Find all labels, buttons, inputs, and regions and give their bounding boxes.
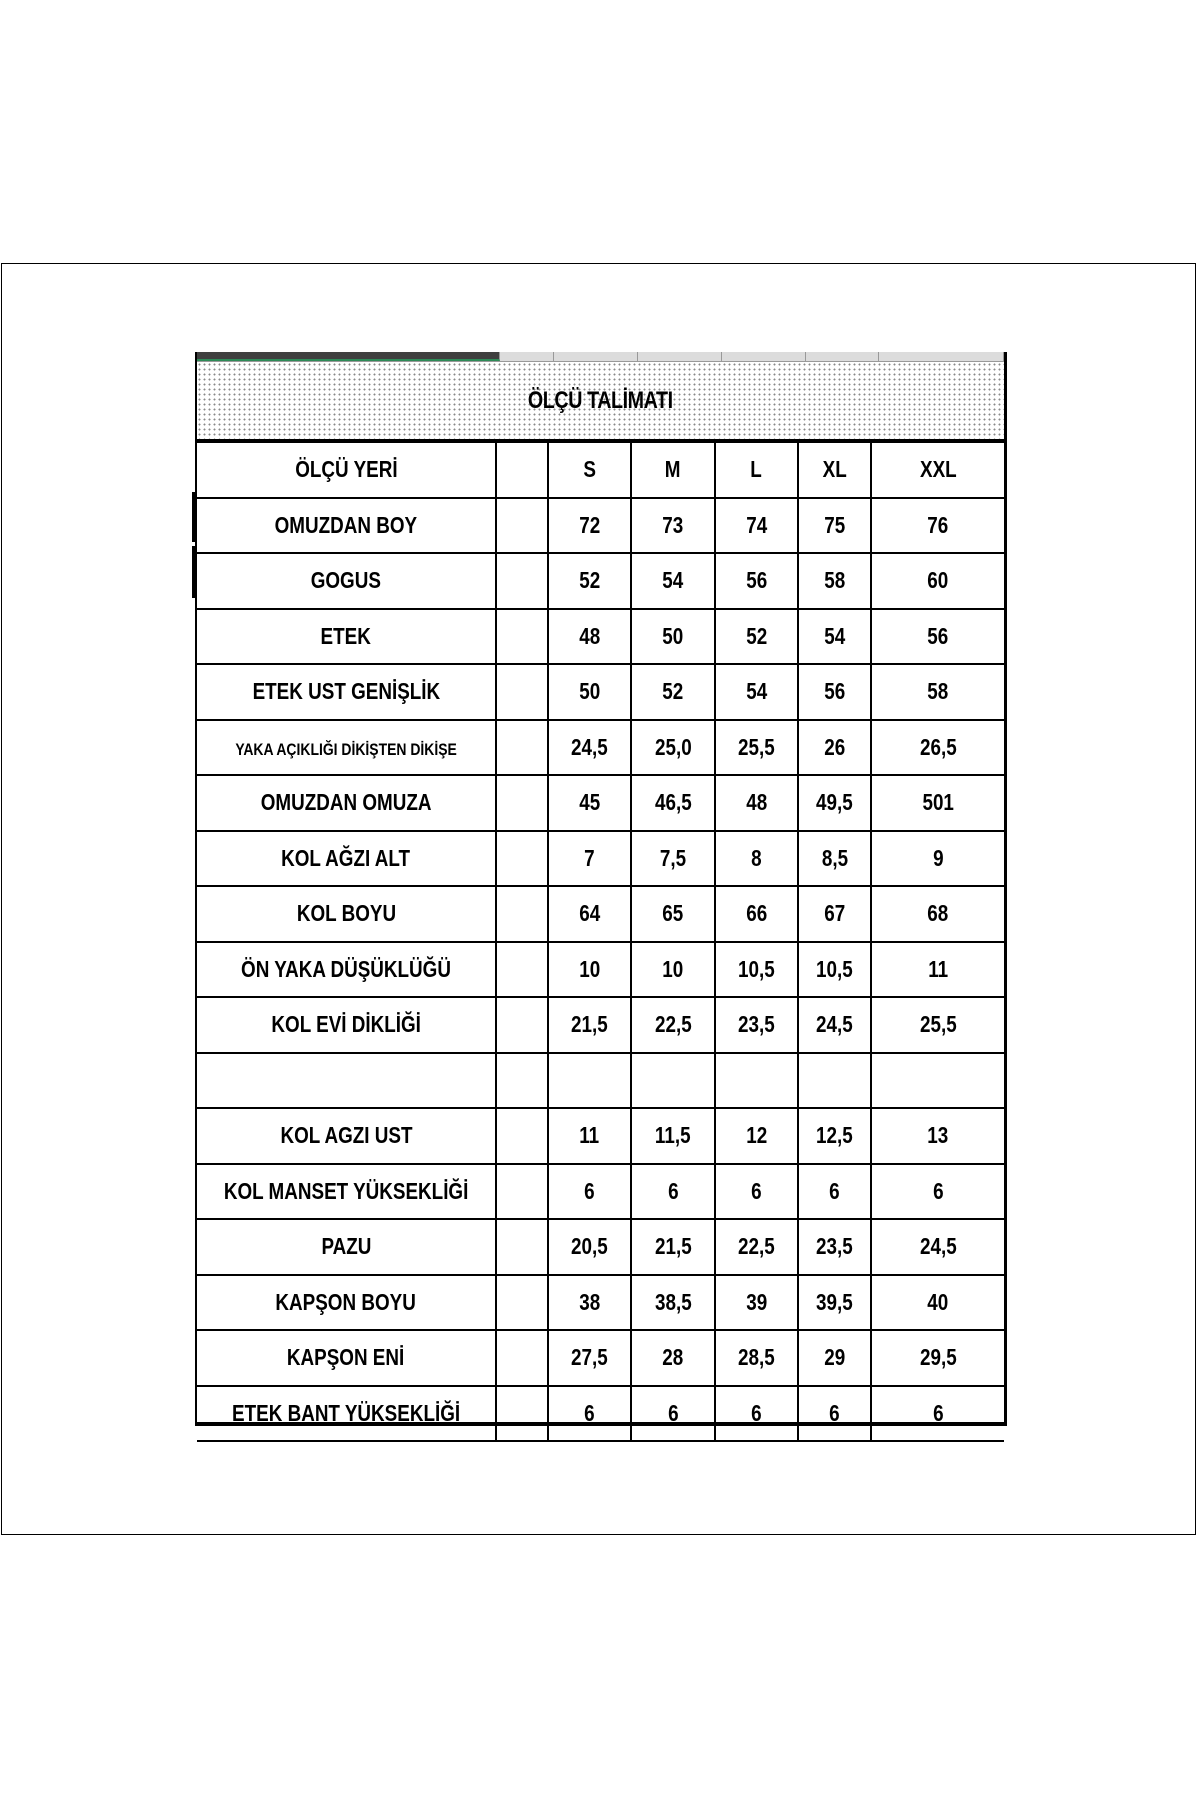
measurement-value: 26,5: [919, 733, 957, 760]
size-chart-sheet: [195, 352, 1007, 1426]
measurement-value: 6: [829, 1399, 840, 1426]
measurement-value: 6: [667, 1399, 679, 1426]
measurement-value: 76: [927, 511, 949, 538]
measurement-value: 27,5: [571, 1344, 608, 1371]
value-cell: [548, 1330, 631, 1386]
measurement-label-cell: [197, 997, 496, 1053]
header-size-l: [715, 442, 798, 498]
measurement-value: 50: [579, 678, 600, 705]
size-label: M: [665, 456, 681, 483]
table-row: [197, 1386, 1004, 1442]
header-size-m: [631, 442, 715, 498]
measurement-value: 40: [927, 1288, 949, 1315]
measurement-value: 25,5: [738, 733, 775, 760]
measurement-label-cell: [197, 886, 496, 942]
measurement-value: 6: [667, 1177, 679, 1204]
measurement-value: 25,0: [654, 733, 692, 760]
value-cell: [871, 498, 1004, 554]
blank-cell: [496, 720, 548, 776]
value-cell: [631, 1275, 715, 1331]
spreadsheet-column-header-bar: [197, 352, 1004, 362]
measurement-value: 22,5: [738, 1233, 775, 1260]
value-cell: [631, 553, 715, 609]
measurement-value: 56: [746, 567, 767, 594]
value-cell: [548, 609, 631, 665]
value-cell: [715, 942, 798, 998]
table-row: [197, 553, 1004, 609]
column-header-segment: [197, 352, 500, 361]
measurement-value: 28,5: [738, 1344, 775, 1371]
value-cell: [548, 942, 631, 998]
measurement-label-cell: [197, 1164, 496, 1220]
value-cell: [631, 720, 715, 776]
measurement-value: 48: [746, 789, 767, 816]
value-cell: [548, 664, 631, 720]
measurement-value: 6: [751, 1399, 762, 1426]
measurement-value: 11: [579, 1122, 600, 1149]
blank-cell: [496, 609, 548, 665]
measurement-value: 38: [579, 1288, 600, 1315]
measurement-label-cell: [197, 498, 496, 554]
measurement-value: 8,5: [821, 844, 848, 871]
value-cell: [798, 1386, 871, 1442]
value-cell: [715, 886, 798, 942]
measurement-value: 8: [751, 844, 762, 871]
value-cell: [548, 775, 631, 831]
measurement-label-cell: [197, 553, 496, 609]
measurement-value: 25,5: [919, 1011, 957, 1038]
blank-cell: [496, 1386, 548, 1442]
measurement-value: 10: [579, 955, 600, 982]
value-cell: [715, 664, 798, 720]
measurement-value: 56: [927, 622, 949, 649]
value-cell: [548, 498, 631, 554]
header-size-s: [548, 442, 631, 498]
measurement-label-cell: [197, 1386, 496, 1442]
measurement-value: 28: [662, 1344, 684, 1371]
value-cell: [631, 1164, 715, 1220]
measurement-value: 23,5: [816, 1233, 853, 1260]
measurement-value: 10,5: [816, 955, 853, 982]
measurement-value: 52: [746, 622, 767, 649]
measurement-label-cell: [197, 775, 496, 831]
measurement-label: ETEK UST GENİŞLİK: [252, 678, 440, 705]
value-cell: [715, 1275, 798, 1331]
size-table: [197, 441, 1004, 1442]
column-header-segment: [722, 352, 806, 361]
measurement-value: 58: [824, 567, 845, 594]
size-label: L: [750, 456, 763, 483]
value-cell: [548, 1053, 631, 1109]
table-row: [197, 1108, 1004, 1164]
measurement-value: 75: [824, 511, 845, 538]
value-cell: [871, 609, 1004, 665]
measurement-value: 10: [662, 955, 684, 982]
value-cell: [871, 942, 1004, 998]
measurement-value: 48: [579, 622, 600, 649]
value-cell: [715, 1330, 798, 1386]
column-header-segment: [806, 352, 879, 361]
value-cell: [715, 775, 798, 831]
value-cell: [871, 831, 1004, 887]
blank-cell: [496, 1108, 548, 1164]
value-cell: [715, 1164, 798, 1220]
value-cell: [715, 498, 798, 554]
column-header-segment: [500, 352, 554, 361]
measurement-value: 65: [662, 900, 684, 927]
header-blank-cell: [496, 442, 548, 498]
header-row: [197, 442, 1004, 498]
measurement-value: 50: [662, 622, 684, 649]
measurement-value: 74: [746, 511, 767, 538]
blank-cell: [496, 1053, 548, 1109]
blank-cell: [496, 775, 548, 831]
measurement-label: OMUZDAN OMUZA: [260, 789, 432, 816]
measurement-label: GOGUS: [310, 567, 382, 594]
value-cell: [798, 1108, 871, 1164]
value-cell: [798, 997, 871, 1053]
measurement-label: ÖN YAKA DÜŞÜKLÜĞÜ: [241, 955, 451, 982]
measurement-value: 54: [746, 678, 767, 705]
measurement-label: KAPŞON ENİ: [287, 1344, 405, 1371]
blank-cell: [496, 886, 548, 942]
blank-cell: [496, 553, 548, 609]
measurement-value: 12,5: [816, 1122, 853, 1149]
blank-cell: [496, 498, 548, 554]
header-label: ÖLÇÜ YERİ: [294, 456, 398, 483]
value-cell: [871, 997, 1004, 1053]
column-header-segment: [638, 352, 722, 361]
value-cell: [871, 886, 1004, 942]
measurement-value: 39: [746, 1288, 767, 1315]
measurement-value: 12: [746, 1122, 767, 1149]
table-row: [197, 720, 1004, 776]
measurement-label-cell: [197, 1275, 496, 1331]
value-cell: [871, 1275, 1004, 1331]
table-row: [197, 1330, 1004, 1386]
measurement-label: KOL MANSET YÜKSEKLİĞİ: [223, 1177, 469, 1204]
value-cell: [715, 1386, 798, 1442]
measurement-value: 7,5: [659, 844, 687, 871]
blank-cell: [496, 1164, 548, 1220]
value-cell: [548, 1275, 631, 1331]
measurement-value: 56: [824, 678, 845, 705]
blank-cell: [496, 1275, 548, 1331]
value-cell: [871, 720, 1004, 776]
measurement-label-cell: [197, 831, 496, 887]
value-cell: [715, 553, 798, 609]
measurement-value: 7: [584, 844, 595, 871]
measurement-value: 10,5: [738, 955, 775, 982]
header-size-xl: [798, 442, 871, 498]
measurement-value: 54: [824, 622, 845, 649]
measurement-label-cell: [197, 609, 496, 665]
value-cell: [631, 1386, 715, 1442]
measurement-value: 49,5: [816, 789, 853, 816]
value-cell: [548, 997, 631, 1053]
value-cell: [715, 609, 798, 665]
column-header-segment: [879, 352, 1004, 361]
table-row: [197, 831, 1004, 887]
measurement-label: ETEK BANT YÜKSEKLİĞİ: [231, 1399, 461, 1426]
measurement-label-cell: [197, 1330, 496, 1386]
measurement-value: 21,5: [571, 1011, 608, 1038]
value-cell: [548, 1164, 631, 1220]
value-cell: [548, 720, 631, 776]
measurement-label-cell: [197, 942, 496, 998]
measurement-label: KAPŞON BOYU: [275, 1288, 417, 1315]
size-label: XXL: [919, 456, 957, 483]
measurement-value: 13: [927, 1122, 949, 1149]
column-header-segment: [554, 352, 638, 361]
table-row: [197, 1053, 1004, 1109]
value-cell: [548, 1386, 631, 1442]
row-marker: [192, 492, 196, 542]
measurement-label: YAKA AÇIKLIĞI DİKİŞTEN DİKİŞE: [235, 739, 457, 759]
value-cell: [798, 609, 871, 665]
table-row: [197, 942, 1004, 998]
blank-cell: [496, 1219, 548, 1275]
value-cell: [798, 1164, 871, 1220]
header-label-cell: [197, 442, 496, 498]
measurement-label: KOL AĞZI ALT: [281, 844, 411, 871]
table-row: [197, 997, 1004, 1053]
measurement-label: PAZU: [321, 1233, 371, 1260]
value-cell: [798, 720, 871, 776]
measurement-value: 6: [932, 1399, 944, 1426]
value-cell: [631, 831, 715, 887]
measurement-label: ETEK: [320, 622, 372, 649]
value-cell: [871, 775, 1004, 831]
measurement-label-cell: [197, 720, 496, 776]
value-cell: [798, 942, 871, 998]
measurement-label: KOL AGZI UST: [279, 1122, 413, 1149]
size-label: S: [583, 456, 596, 483]
measurement-value: 23,5: [738, 1011, 775, 1038]
measurement-value: 39,5: [816, 1288, 853, 1315]
table-row: [197, 664, 1004, 720]
value-cell: [715, 997, 798, 1053]
value-cell: [798, 1330, 871, 1386]
measurement-value: 29,5: [919, 1344, 957, 1371]
blank-cell: [496, 831, 548, 887]
value-cell: [715, 720, 798, 776]
blank-cell: [496, 997, 548, 1053]
measurement-label-cell: [197, 1219, 496, 1275]
value-cell: [548, 886, 631, 942]
measurement-value: 11,5: [655, 1122, 691, 1149]
value-cell: [631, 997, 715, 1053]
value-cell: [798, 775, 871, 831]
measurement-value: 64: [579, 900, 600, 927]
value-cell: [631, 1108, 715, 1164]
measurement-value: 52: [579, 567, 600, 594]
value-cell: [871, 1108, 1004, 1164]
measurement-value: 22,5: [654, 1011, 692, 1038]
value-cell: [871, 1330, 1004, 1386]
table-row: [197, 1219, 1004, 1275]
value-cell: [715, 831, 798, 887]
value-cell: [871, 664, 1004, 720]
blank-cell: [496, 1330, 548, 1386]
measurement-value: 6: [932, 1177, 944, 1204]
value-cell: [631, 886, 715, 942]
value-cell: [715, 1219, 798, 1275]
value-cell: [631, 1330, 715, 1386]
row-marker: [192, 546, 196, 598]
measurement-value: 67: [824, 900, 845, 927]
value-cell: [798, 553, 871, 609]
value-cell: [871, 1053, 1004, 1109]
measurement-value: 73: [662, 511, 684, 538]
value-cell: [715, 1053, 798, 1109]
value-cell: [548, 553, 631, 609]
measurement-value: 68: [927, 900, 949, 927]
value-cell: [798, 664, 871, 720]
measurement-label-cell: [197, 664, 496, 720]
value-cell: [548, 831, 631, 887]
measurement-label-cell: [197, 1053, 496, 1109]
blank-cell: [496, 664, 548, 720]
value-cell: [798, 886, 871, 942]
value-cell: [798, 1219, 871, 1275]
value-cell: [798, 1275, 871, 1331]
value-cell: [871, 1386, 1004, 1442]
table-row: [197, 775, 1004, 831]
measurement-value: 6: [751, 1177, 762, 1204]
measurement-label-cell: [197, 1108, 496, 1164]
measurement-value: 52: [662, 678, 684, 705]
measurement-value: 6: [584, 1177, 595, 1204]
measurement-value: 46,5: [654, 789, 692, 816]
table-row: [197, 609, 1004, 665]
table-row: [197, 1164, 1004, 1220]
value-cell: [715, 1108, 798, 1164]
chart-title-cell: [197, 362, 1004, 441]
measurement-value: 54: [662, 567, 684, 594]
measurement-value: 45: [579, 789, 600, 816]
measurement-value: 58: [927, 678, 949, 705]
measurement-value: 11: [928, 955, 948, 982]
measurement-label: KOL BOYU: [296, 900, 396, 927]
measurement-value: 24,5: [571, 733, 608, 760]
measurement-value: 29: [824, 1344, 845, 1371]
value-cell: [631, 775, 715, 831]
measurement-value: 24,5: [919, 1233, 957, 1260]
measurement-value: 24,5: [816, 1011, 853, 1038]
measurement-value: 20,5: [571, 1233, 608, 1260]
measurement-value: 38,5: [654, 1288, 692, 1315]
value-cell: [631, 609, 715, 665]
value-cell: [631, 664, 715, 720]
value-cell: [631, 942, 715, 998]
value-cell: [871, 1219, 1004, 1275]
measurement-value: 26: [824, 733, 845, 760]
value-cell: [871, 553, 1004, 609]
table-row: [197, 498, 1004, 554]
measurement-value: 72: [579, 511, 600, 538]
size-label: XL: [822, 456, 847, 483]
value-cell: [631, 1219, 715, 1275]
value-cell: [631, 1053, 715, 1109]
value-cell: [798, 498, 871, 554]
measurement-value: 60: [927, 567, 949, 594]
value-cell: [798, 831, 871, 887]
measurement-value: 66: [746, 900, 767, 927]
value-cell: [871, 1164, 1004, 1220]
value-cell: [548, 1219, 631, 1275]
header-size-xxl: [871, 442, 1004, 498]
measurement-label: KOL EVİ DİKLİĞİ: [271, 1011, 421, 1038]
chart-title: ÖLÇÜ TALİMATI: [528, 386, 673, 414]
value-cell: [798, 1053, 871, 1109]
measurement-value: 6: [584, 1399, 595, 1426]
measurement-value: 9: [932, 844, 944, 871]
blank-cell: [496, 942, 548, 998]
measurement-value: 501: [922, 789, 954, 816]
measurement-value: 6: [829, 1177, 840, 1204]
measurement-value: 21,5: [654, 1233, 692, 1260]
table-row: [197, 886, 1004, 942]
table-row: [197, 1275, 1004, 1331]
measurement-label: OMUZDAN BOY: [274, 511, 418, 538]
value-cell: [548, 1108, 631, 1164]
value-cell: [631, 498, 715, 554]
